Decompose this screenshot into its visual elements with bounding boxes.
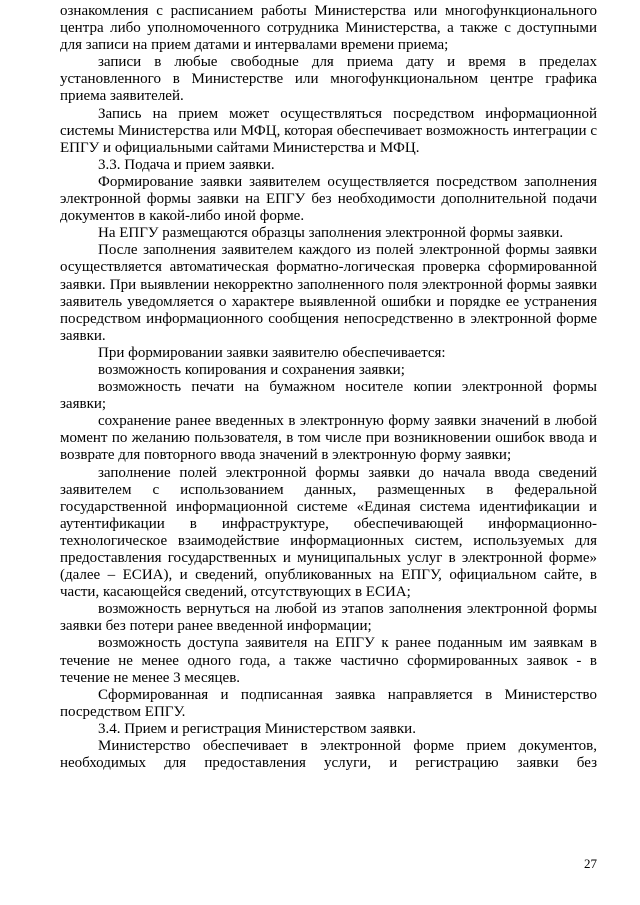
paragraph-15: Сформированная и подписанная заявка направляется в Министерство посредством ЕПГУ. — [60, 686, 597, 720]
list-item-5: возможность вернуться на любой из этапов заполнения электронной формы заявки без потери ранее введенной информации; — [60, 601, 597, 635]
list-item-2: возможность печати на бумажном носителе копии электронной формы заявки; — [60, 379, 597, 413]
paragraph-8: При формировании заявки заявителю обеспечивается: — [98, 344, 446, 361]
paragraph-6: На ЕПГУ размещаются образцы заполнения электронной формы заявки. — [98, 225, 564, 242]
list-item-1: возможность копирования и сохранения заявки; — [98, 361, 405, 378]
document-body — [60, 3, 597, 772]
page-number: 27 — [584, 856, 597, 871]
paragraph-5: Формирование заявки заявителем осуществляется посредством заполнения электронной формы заявки на ЕПГУ без необходимости дополнительной подачи документов в какой-либо иной форме. — [60, 173, 597, 225]
list-item-3: сохранение ранее введенных в электронную форму заявки значений в любой момент по желанию пользователя, в том числе при возникновении ошибок ввода и возврате для повторного ввода значений в электронную форму заявки; — [60, 413, 597, 464]
list-item-4: заполнение полей электронной формы заявки до начала ввода сведений заявителем с использованием данных, размещенных в федеральной государственной информационной системе «Единая система идентификации и аутентификации в инфраструктуре, обеспечивающей информационно-технологическое взаимодействие информационных систем, используемых для предоставления государственных и муниципальных услуг в электронной форме» (далее – ЕСИА), и сведений, опубликованных на ЕПГУ, официальном сайте, в части, касающейся сведений, отсутствующих в ЕСИА; — [60, 464, 597, 601]
paragraph-2: записи в любые свободные для приема дату и время в пределах установленного в Министерстве или многофункциональном центре графика приема заявителей. — [60, 54, 597, 105]
list-item-6: возможность доступа заявителя на ЕПГУ к ранее поданным им заявкам в течение не менее одного года, а также частично сформированных заявок - в течение не менее 3 месяцев. — [60, 635, 597, 686]
paragraph-17: Министерство обеспечивает в электронной форме прием документов, необходимых для предоставления услуги, и регистрацию заявки без — [60, 738, 597, 772]
section-heading-3-3: 3.3. Подача и прием заявки. — [98, 156, 275, 173]
section-heading-3-4: 3.4. Прием и регистрация Министерством заявки. — [98, 720, 416, 737]
paragraph-7: После заполнения заявителем каждого из полей электронной формы заявки осуществляется автоматическая форматно-логическая проверка сформированной заявки. При выявлении некорректно заполненного поля электронной формы заявки заявитель уведомляется о характере выявленной ошибки и порядке ее устранения посредством информационного сообщения непосредственно в электронной форме заявки. — [60, 242, 597, 344]
paragraph-3: Запись на прием может осуществляться посредством информационной системы Министерства или МФЦ, которая обеспечивает возможность интеграции с ЕПГУ и официальными сайтами Министерства и МФЦ. — [60, 105, 597, 156]
paragraph-1: ознакомления с расписанием работы Министерства или многофункционального центра либо уполномоченного сотрудника Министерства, а также с доступными для записи на прием датами и интервалами времени приема; — [60, 3, 597, 54]
